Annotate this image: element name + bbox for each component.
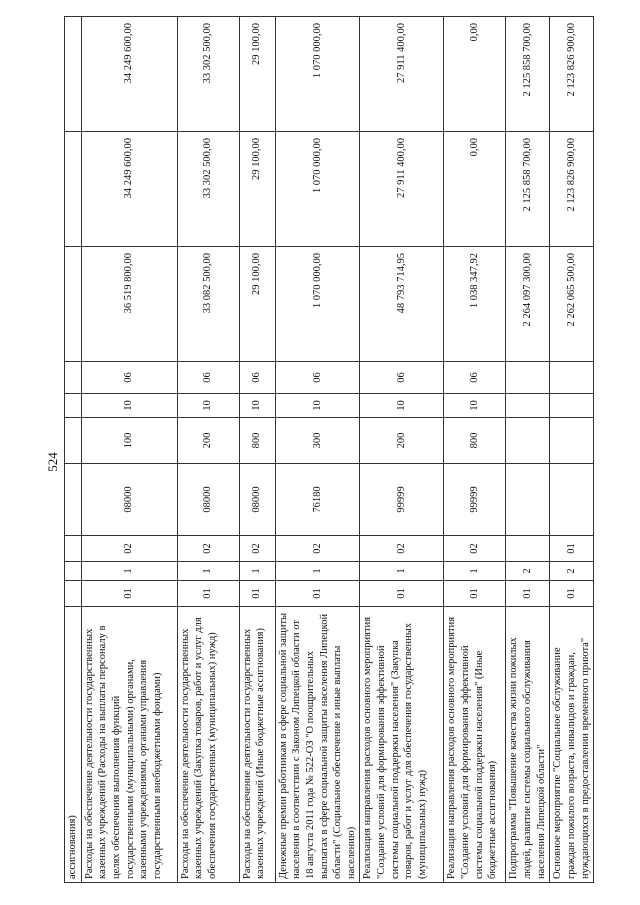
code-program: 01 bbox=[444, 581, 506, 607]
code-section bbox=[550, 394, 594, 418]
code-event bbox=[506, 536, 550, 562]
code-section: 10 bbox=[177, 394, 239, 418]
row-name: Подпрограмма "Повышение качества жизни пожилых людей, развитие системы социального обслуживания населения Липецкой области" bbox=[506, 607, 550, 883]
code-event bbox=[65, 536, 82, 562]
amount-year-1: 36 519 800,00 bbox=[81, 247, 177, 362]
code-section bbox=[65, 394, 82, 418]
code-subprogram: 1 bbox=[275, 562, 360, 581]
code-expense-type: 200 bbox=[360, 418, 444, 464]
amount-year-3: 2 125 858 700,00 bbox=[506, 17, 550, 132]
code-subsection: 06 bbox=[81, 362, 177, 394]
code-event: 01 bbox=[550, 536, 594, 562]
row-name: Расходы на обеспечение деятельности государственных казенных учреждений (Иные бюджетные ассигнования) bbox=[239, 607, 275, 883]
amount-year-1 bbox=[65, 247, 82, 362]
code-subprogram: 1 bbox=[177, 562, 239, 581]
code-subsection: 06 bbox=[239, 362, 275, 394]
code-section bbox=[506, 394, 550, 418]
code-subsection bbox=[550, 362, 594, 394]
amount-year-3: 1 070 000,00 bbox=[275, 17, 360, 132]
amount-year-1: 29 100,00 bbox=[239, 247, 275, 362]
code-subsection: 06 bbox=[177, 362, 239, 394]
code-subsection bbox=[506, 362, 550, 394]
code-program: 01 bbox=[275, 581, 360, 607]
code-expense-type bbox=[506, 418, 550, 464]
code-direction: 08000 bbox=[239, 464, 275, 536]
amount-year-3: 2 123 826 900,00 bbox=[550, 17, 594, 132]
amount-year-3: 27 911 400,00 bbox=[360, 17, 444, 132]
code-direction bbox=[550, 464, 594, 536]
amount-year-3: 0,00 bbox=[444, 17, 506, 132]
row-name: Расходы на обеспечение деятельности государственных казенных учреждений (Закупка товаров, работ и услуг для обеспечения государственных (муниципальных) нужд) bbox=[177, 607, 239, 883]
table-row bbox=[444, 17, 506, 883]
amount-year-2: 27 911 400,00 bbox=[360, 132, 444, 247]
code-subprogram: 1 bbox=[360, 562, 444, 581]
row-name: Основное мероприятие "Социальное обслуживание граждан пожилого возраста, инвалидов и граждан, нуждающихся в предоставлении временного приюта" bbox=[550, 607, 594, 883]
amount-year-3: 34 249 600,00 bbox=[81, 17, 177, 132]
code-expense-type: 800 bbox=[444, 418, 506, 464]
code-direction: 08000 bbox=[81, 464, 177, 536]
amount-year-2: 29 100,00 bbox=[239, 132, 275, 247]
code-section: 10 bbox=[360, 394, 444, 418]
code-section: 10 bbox=[239, 394, 275, 418]
amount-year-1: 33 082 500,00 bbox=[177, 247, 239, 362]
amount-year-1: 1 070 000,00 bbox=[275, 247, 360, 362]
table-row bbox=[81, 17, 177, 883]
amount-year-1: 2 264 097 300,00 bbox=[506, 247, 550, 362]
code-expense-type bbox=[550, 418, 594, 464]
page-number: 524 bbox=[45, 452, 60, 472]
code-event: 02 bbox=[177, 536, 239, 562]
code-event: 02 bbox=[444, 536, 506, 562]
amount-year-2: 1 070 000,00 bbox=[275, 132, 360, 247]
code-direction: 99999 bbox=[360, 464, 444, 536]
code-subprogram: 1 bbox=[239, 562, 275, 581]
amount-year-3 bbox=[65, 17, 82, 132]
code-program: 01 bbox=[550, 581, 594, 607]
row-name: Реализация направления расходов основного мероприятия "Создание условий для формирования эффективной системы социальной поддержки населения" (Закупка товаров, работ и услуг для обеспечения государственных (муниципальных) нужд) bbox=[360, 607, 444, 883]
code-section: 10 bbox=[81, 394, 177, 418]
amount-year-2: 33 302 500,00 bbox=[177, 132, 239, 247]
code-event: 02 bbox=[360, 536, 444, 562]
code-event: 02 bbox=[275, 536, 360, 562]
row-name: Реализация направления расходов основного мероприятия "Создание условий для формирования эффективной системы социальной поддержки населения" (Иные бюджетные ассигнования) bbox=[444, 607, 506, 883]
amount-year-3: 33 302 500,00 bbox=[177, 17, 239, 132]
table-row bbox=[275, 17, 360, 883]
table-row bbox=[550, 17, 594, 883]
amount-year-2: 34 249 600,00 bbox=[81, 132, 177, 247]
code-subprogram: 1 bbox=[81, 562, 177, 581]
budget-table bbox=[64, 16, 594, 883]
code-expense-type: 200 bbox=[177, 418, 239, 464]
code-direction: 99999 bbox=[444, 464, 506, 536]
code-direction bbox=[65, 464, 82, 536]
table-row bbox=[506, 17, 550, 883]
code-program: 01 bbox=[177, 581, 239, 607]
code-subprogram: 2 bbox=[550, 562, 594, 581]
amount-year-2: 2 125 858 700,00 bbox=[506, 132, 550, 247]
code-section: 10 bbox=[275, 394, 360, 418]
code-program: 01 bbox=[81, 581, 177, 607]
code-program: 01 bbox=[239, 581, 275, 607]
code-event: 02 bbox=[239, 536, 275, 562]
code-expense-type bbox=[65, 418, 82, 464]
amount-year-1: 1 038 347,92 bbox=[444, 247, 506, 362]
code-subprogram: 2 bbox=[506, 562, 550, 581]
amount-year-3: 29 100,00 bbox=[239, 17, 275, 132]
amount-year-2 bbox=[65, 132, 82, 247]
code-subsection: 06 bbox=[275, 362, 360, 394]
code-subsection bbox=[65, 362, 82, 394]
code-subprogram: 1 bbox=[444, 562, 506, 581]
code-subsection: 06 bbox=[360, 362, 444, 394]
code-direction: 08000 bbox=[177, 464, 239, 536]
code-program: 01 bbox=[506, 581, 550, 607]
code-subprogram bbox=[65, 562, 82, 581]
table-row bbox=[177, 17, 239, 883]
amount-year-2: 0,00 bbox=[444, 132, 506, 247]
table-row bbox=[65, 17, 82, 883]
code-direction: 76180 bbox=[275, 464, 360, 536]
code-direction bbox=[506, 464, 550, 536]
row-name: Денежные премии работникам в сфере социальной защиты населения в соответствии с Законом Липецкой области от 18 августа 2011 года № 522-ОЗ "О поощрительных выплатах в сфере социальной защиты населения Липецкой области" (Социальное обеспечение и иные выплаты населению) bbox=[275, 607, 360, 883]
amount-year-1: 2 262 065 500,00 bbox=[550, 247, 594, 362]
code-section: 10 bbox=[444, 394, 506, 418]
code-expense-type: 800 bbox=[239, 418, 275, 464]
code-program: 01 bbox=[360, 581, 444, 607]
code-subsection: 06 bbox=[444, 362, 506, 394]
table-row bbox=[360, 17, 444, 883]
row-name: Расходы на обеспечение деятельности государственных казенных учреждений (Расходы на выплаты персоналу в целях обеспечения выполнения функций государственными (муниципальными) органами, казенными учреждениями, органами управления государственными внебюджетными фондами) bbox=[81, 607, 177, 883]
row-name: ассигнования) bbox=[65, 607, 82, 883]
amount-year-1: 48 793 714,95 bbox=[360, 247, 444, 362]
code-expense-type: 100 bbox=[81, 418, 177, 464]
table-row bbox=[239, 17, 275, 883]
code-event: 02 bbox=[81, 536, 177, 562]
code-program bbox=[65, 581, 82, 607]
amount-year-2: 2 123 826 900,00 bbox=[550, 132, 594, 247]
code-expense-type: 300 bbox=[275, 418, 360, 464]
